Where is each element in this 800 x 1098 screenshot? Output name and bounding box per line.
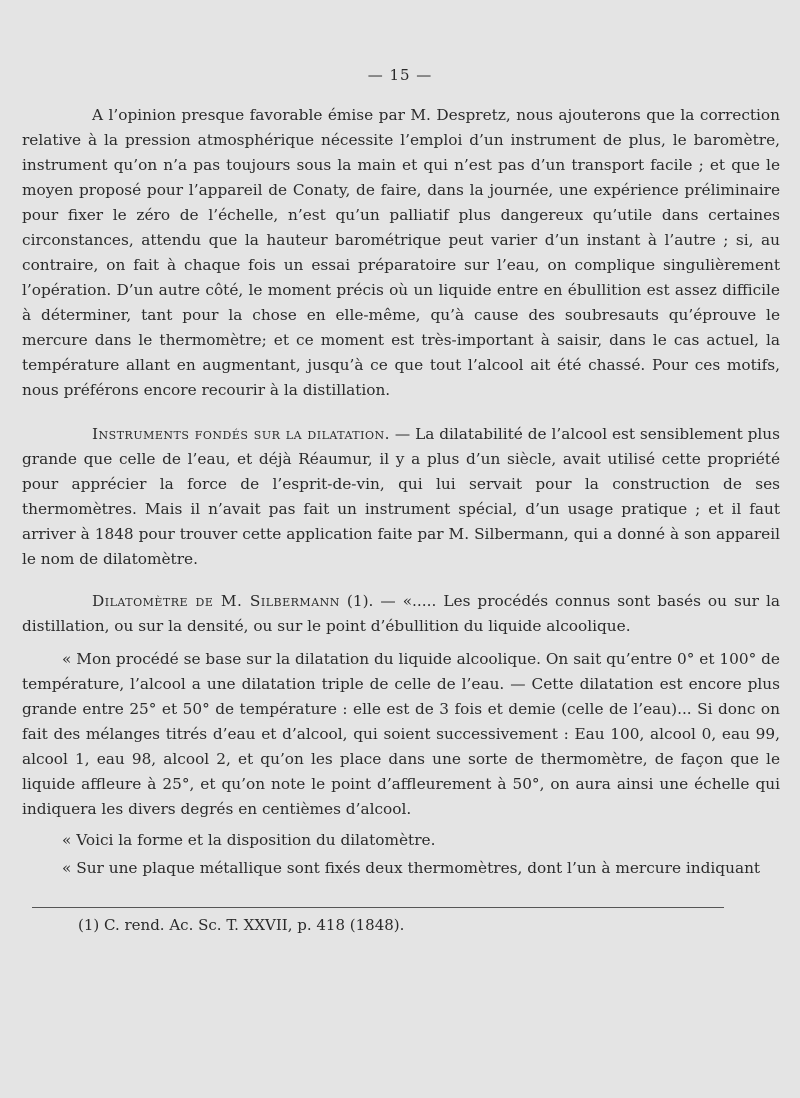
footnote-divider [32, 907, 724, 908]
paragraph-2-text: — La dilatabilité de l’alcool est sensiblement plus grande que celle de l’eau, et déjà Réaumur, il y a plus d’un siècle, avait utilisé cette propriété pour apprécier la force de l’esprit-de-vin, qui lui servait pour la construction de ses thermomètres. Mais il n’avait pas fait un instrument spécial, d’un usage pratique ; et il faut arriver à 1848 pour trouver cette application faite par M. Silbermann, qui a donné à son appareil le nom de dilatomètre. [22, 425, 780, 568]
paragraph-4 [22, 647, 780, 822]
paragraph-5-text: « Voici la forme et la disposition du dilatomètre. [62, 831, 436, 849]
paragraph-6-text: « Sur une plaque métallique sont fixés deux thermomètres, dont l’un à mercure indiquant [62, 859, 761, 877]
paragraph-3-text: (1). — «..... Les procédés connus sont basés ou sur la distillation, ou sur la densité, ou sur le point d’ébullition du liquide alcoolique. [22, 592, 780, 635]
page-number: — 15 — [367, 66, 433, 84]
paragraph-1-text: A l’opinion presque favorable émise par M. Despretz, nous ajouterons que la correction relative à la pression atmosphérique nécessite l’emploi d’un instrument de plus, le baromètre, instrument qu’on n’a pas toujours sous la main et qui n’est pas d’un transport facile ; et que le moyen proposé pour l’appareil de Conaty, de faire, dans la journée, une expérience préliminaire pour fixer le zéro de l’échelle, n’est qu’un palliatif plus dangereux qu’utile dans certaines circonstances, attendu que la hauteur barométrique peut varier d’un instant à l’autre ; si, au contraire, on fait à chaque fois un essai préparatoire sur l’eau, on complique singulièrement l’opération. D’un autre côté, le moment précis où un liquide entre en ébullition est assez difficile à déterminer, tant pour la chose en elle-même, qu’à cause des soubresauts qu’éprouve le mercure dans le thermomètre; et ce moment est très-important à saisir, dans le cas actuel, la température allant en augmentant, jusqu’à ce que tout l’alcool ait été chassé. Pour ces motifs, nous préférons encore recourir à la distillation. [22, 106, 780, 399]
paragraph-6 [22, 856, 780, 881]
footnote: (1) C. rend. Ac. Sc. T. XXVII, p. 418 (1848). [78, 916, 405, 934]
section-heading-dilatation: Instruments fondés sur la dilatation. [92, 425, 390, 443]
paragraph-1 [22, 103, 780, 403]
paragraph-4-text: « Mon procédé se base sur la dilatation du liquide alcoolique. On sait qu’entre 0° et 100° de température, l’alcool a une dilatation triple de celle de l’eau. — Cette dilatation est encore plus grande entre 25° et 50° de température : elle est de 3 fois et demie (celle de l’eau)... Si donc on fait des mélanges titrés d’eau et d’alcool, qui soient successivement : Eau 100, alcool 0, eau 99, alcool 1, eau 98, alcool 2, et qu’on les place dans une sorte de thermomètre, de façon que le liquide affleure à 25°, et qu’on note le point d’affleurement à 50°, on aura ainsi une échelle qui indiquera les divers degrés en centièmes d’alcool. [22, 650, 780, 818]
paragraph-5 [22, 828, 780, 853]
section-heading-silbermann: Dilatomètre de M. Silbermann [92, 592, 340, 610]
paragraph-2 [22, 422, 780, 572]
paragraph-3 [22, 589, 780, 639]
